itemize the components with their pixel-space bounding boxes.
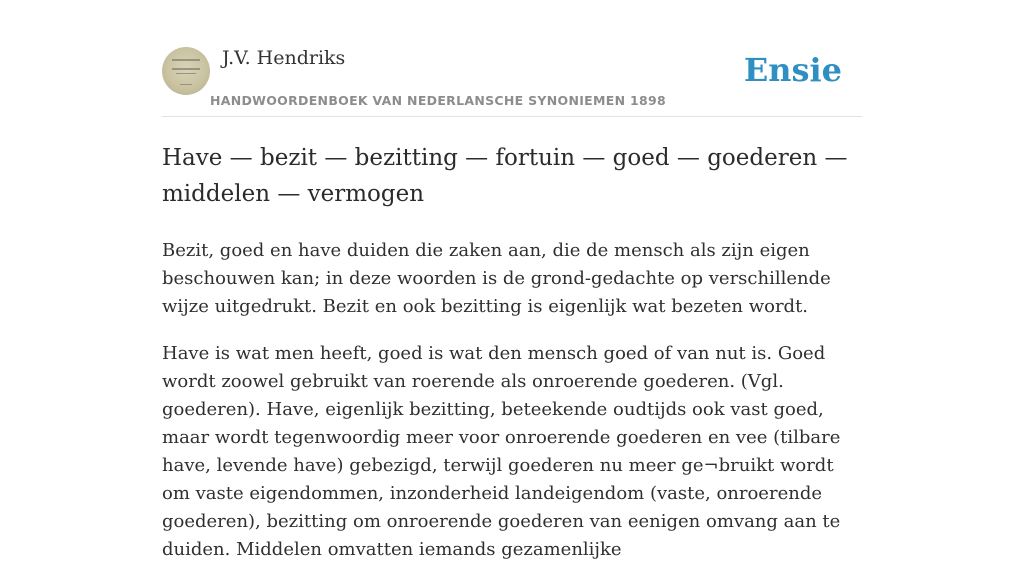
page-header [162, 0, 862, 117]
avatar-cover-line [172, 68, 200, 70]
avatar[interactable] [162, 47, 210, 95]
avatar-cover-line [172, 59, 200, 61]
source-title[interactable]: HANDWOORDENBOEK VAN NEDERLANSCHE SYNONIEMEN 1898 [210, 93, 667, 108]
article-title: Have — bezit — bezitting — fortuin — goed — goederen — middelen — vermogen [162, 145, 848, 207]
avatar-cover-line [180, 84, 192, 85]
article-paragraph: Have is wat men heeft, goed is wat den mensch goed of van nut is. Goed wordt zoowel gebruikt van roerende als onroerende goederen. (Vgl. goederen). Have, eigenlijk bezitting, beteekende oudtijds ook vast goed, maar wordt tegenwoordig meer voor onroerende goederen en vee (tilbare have, levende have) gebezigd, terwijl goederen nu meer ge¬bruikt wordt om vaste eigendommen, inzonderheid landeigendom (vaste, onroerende goederen), bezitting om onroerende goederen van eenigen omvang aan te duiden. Middelen omvatten iemands gezamenlijke [162, 343, 841, 560]
brand-logo[interactable]: Ensie [743, 51, 842, 89]
author-name[interactable]: J.V. Hendriks [222, 47, 346, 69]
content-column [162, 0, 862, 564]
avatar-cover-line [176, 73, 196, 74]
article-paragraph: Bezit, goed en have duiden die zaken aan, die de mensch als zijn eigen beschouwen kan; in deze woorden is de grond-gedachte op verschillende wijze uitgedrukt. Bezit en ook bezitting is eigenlijk wat bezeten wordt. [162, 240, 831, 317]
